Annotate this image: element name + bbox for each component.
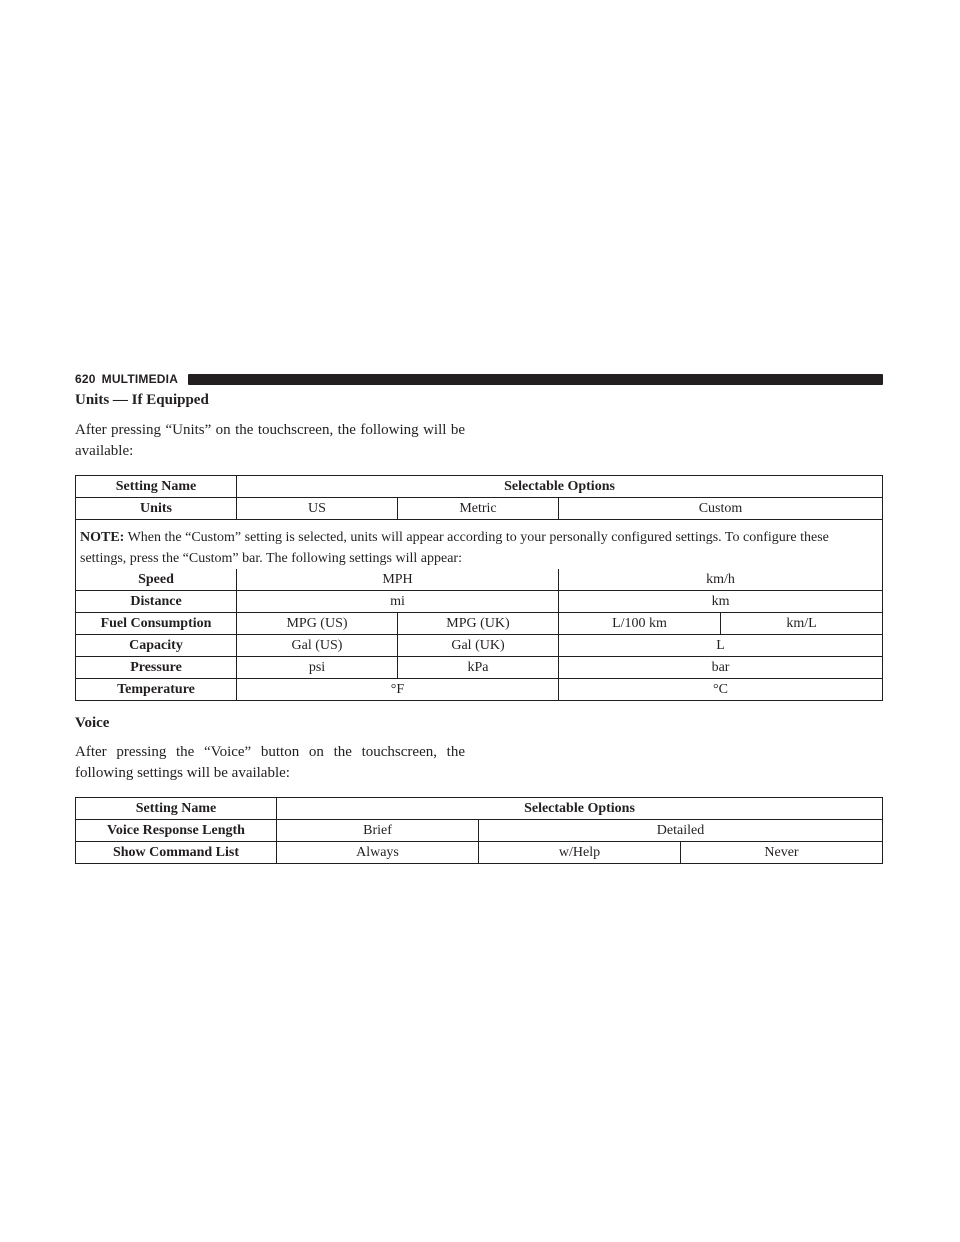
option-cell: km/L	[721, 613, 883, 635]
option-cell: kPa	[398, 657, 559, 679]
option-cell: psi	[237, 657, 398, 679]
note-cell	[76, 520, 883, 570]
option-cell: MPG (US)	[237, 613, 398, 635]
option-cell: km/h	[559, 569, 883, 591]
row-label-distance: Distance	[76, 591, 237, 613]
table-header-row	[76, 798, 883, 820]
option-cell: km	[559, 591, 883, 613]
row-label-temperature: Temperature	[76, 679, 237, 701]
option-cell: US	[237, 498, 398, 520]
option-cell: mi	[237, 591, 559, 613]
col-selectable-options: Selectable Options	[237, 476, 883, 498]
table-row	[76, 820, 883, 842]
row-label-units: Units	[76, 498, 237, 520]
voice-intro: After pressing the “Voice” button on the touchscreen, the following settings will be available:	[75, 744, 465, 781]
option-cell: Detailed	[479, 820, 883, 842]
table-row	[76, 498, 883, 520]
voice-table	[75, 797, 883, 864]
table-row	[76, 635, 883, 657]
option-cell: L/100 km	[559, 613, 721, 635]
option-cell: Brief	[277, 820, 479, 842]
option-cell: Gal (UK)	[398, 635, 559, 657]
table-row	[76, 613, 883, 635]
option-cell: Metric	[398, 498, 559, 520]
option-cell: MPH	[237, 569, 559, 591]
option-cell: Gal (US)	[237, 635, 398, 657]
header-rule	[188, 374, 883, 385]
option-cell: Custom	[559, 498, 883, 520]
col-setting-name: Setting Name	[76, 476, 237, 498]
option-cell: °F	[237, 679, 559, 701]
row-label-pressure: Pressure	[76, 657, 237, 679]
col-setting-name: Setting Name	[76, 798, 277, 820]
option-cell: bar	[559, 657, 883, 679]
table-row	[76, 657, 883, 679]
section-title: MULTIMEDIA	[101, 372, 179, 386]
table-row	[76, 679, 883, 701]
table-row	[76, 842, 883, 864]
voice-heading: Voice	[75, 715, 110, 731]
table-row	[76, 569, 883, 591]
row-label-show-command-list: Show Command List	[76, 842, 277, 864]
units-heading: Units — If Equipped	[75, 392, 209, 408]
note-row	[76, 520, 883, 570]
units-table	[75, 475, 883, 701]
option-cell: Never	[681, 842, 883, 864]
row-label-voice-response-length: Voice Response Length	[76, 820, 277, 842]
note-label: NOTE:	[80, 530, 125, 545]
note-text: When the “Custom” setting is selected, units will appear according to your personally configured settings. To configure these settings, press the “Custom” bar. The following settings will appear:	[80, 530, 829, 566]
col-selectable-options: Selectable Options	[277, 798, 883, 820]
table-header-row	[76, 476, 883, 498]
option-cell: w/Help	[479, 842, 681, 864]
table-row	[76, 591, 883, 613]
row-label-capacity: Capacity	[76, 635, 237, 657]
option-cell: Always	[277, 842, 479, 864]
page-header	[75, 371, 883, 387]
page-number: 620	[75, 372, 96, 386]
option-cell: °C	[559, 679, 883, 701]
option-cell: L	[559, 635, 883, 657]
option-cell: MPG (UK)	[398, 613, 559, 635]
row-label-fuel: Fuel Consumption	[76, 613, 237, 635]
units-intro: After pressing “Units” on the touchscreen, the following will be available:	[75, 422, 465, 459]
row-label-speed: Speed	[76, 569, 237, 591]
